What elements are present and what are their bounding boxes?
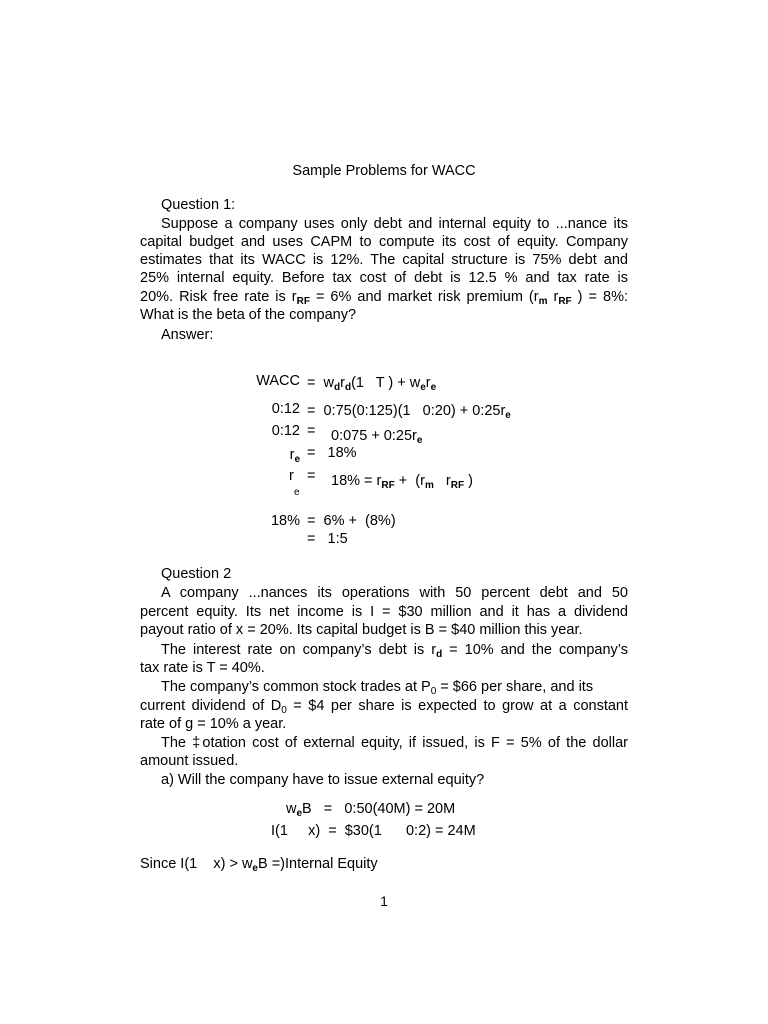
equation-rhs: = 6% + (8%): [307, 513, 396, 529]
q1-text-line-2: capital budget and uses CAPM to compute its cost of equity. Company: [140, 234, 628, 250]
equation-lhs: 18%: [270, 513, 300, 529]
equation-lhs: WACC: [256, 373, 300, 389]
q1-text-line-5: 20%. Risk free rate is $r_{RF} = 6\%$ and market risk premium ($r_m$ $r_{RF}$ ) = 8%:: [140, 289, 628, 307]
q2-text-line-2: percent equity. Its net income is I = $30 million and it has a dividend: [140, 604, 628, 620]
equation-subscript: e: [294, 487, 300, 498]
q1-text-line-1: Suppose a company uses only debt and internal equity to ...nance its: [161, 216, 628, 232]
q1-text-line-6: What is the beta of the company?: [140, 307, 357, 323]
equation-lhs: r: [289, 468, 294, 484]
equation-rhs: = 1:5: [307, 531, 348, 547]
conclusion-text: =)Internal Equity: [271, 856, 378, 872]
q2-text-line-9: The ‡otation cost of external equity, if issued, is F = 5% of the dollar: [161, 735, 628, 751]
q2-text-line-1: A company ...nances its operations with 50 percent debt and 50: [161, 585, 628, 601]
q2-text-line-8: rate of g = 10% a year.: [140, 716, 287, 732]
equation-rhs: =: [307, 423, 316, 439]
equation-lhs: 0:12: [271, 423, 300, 439]
q2-text-line-6: The company’s common stock trades at $P_0$ = $66 per share, and its: [161, 679, 594, 697]
page-title: Sample Problems for WACC: [292, 163, 476, 179]
equation-rhs: =: [307, 468, 316, 484]
q2-text-line-4: The interest rate on company’s debt is $r_d = 10\%$ and the company’s: [161, 642, 628, 660]
equation-rhs: = 0:75(0:125)(1 0:20) + $0:25r_e$: [307, 403, 511, 421]
equation-rhs: = $w_dr_d(1$ T ) + $w_er_e$: [307, 375, 437, 393]
page-number: 1: [380, 893, 388, 909]
q2-text-line-7: current dividend of $D_0$ = $4 per share is expected to grow at a constant: [140, 698, 629, 716]
answer-label: Answer:: [161, 327, 214, 343]
q2-text-line-3: payout ratio of x = 20%. Its capital budget is B = $40 million this year.: [140, 622, 583, 638]
equation-line: $w_eB$ = 0:50(40M) = 20M: [286, 801, 456, 819]
equation-line: I(1 x) = $30(1 0:2) = 24M: [271, 823, 476, 839]
q2-text-line-5: tax rate is T = 40%.: [140, 660, 265, 676]
equation-lhs: $r_e$: [289, 447, 300, 465]
q2-text-line-10: amount issued.: [140, 753, 239, 769]
part-a-question: a) Will the company have to issue external equity?: [161, 772, 485, 788]
equation-rhs: $18\% = r_{RF} + (r_m$ $r_{RF}$ ): [331, 473, 473, 491]
q1-text-line-4: 25% internal equity. Before tax cost of debt is 12.5 % and tax rate is: [140, 270, 628, 286]
equation-rhs: = 18%: [307, 445, 357, 461]
equation-rhs: 0:075 + $0:25r_e$: [331, 428, 423, 446]
equation-lhs: 0:12: [271, 401, 300, 417]
question-1-heading: Question 1:: [161, 197, 236, 213]
question-2-heading: Question 2: [161, 566, 232, 582]
conclusion-line: Since I(1 $x) > w_eB$ =)Internal Equity: [140, 856, 378, 874]
q1-text-line-3: estimates that its WACC is 12%. The capital structure is 75% debt and: [140, 252, 628, 268]
